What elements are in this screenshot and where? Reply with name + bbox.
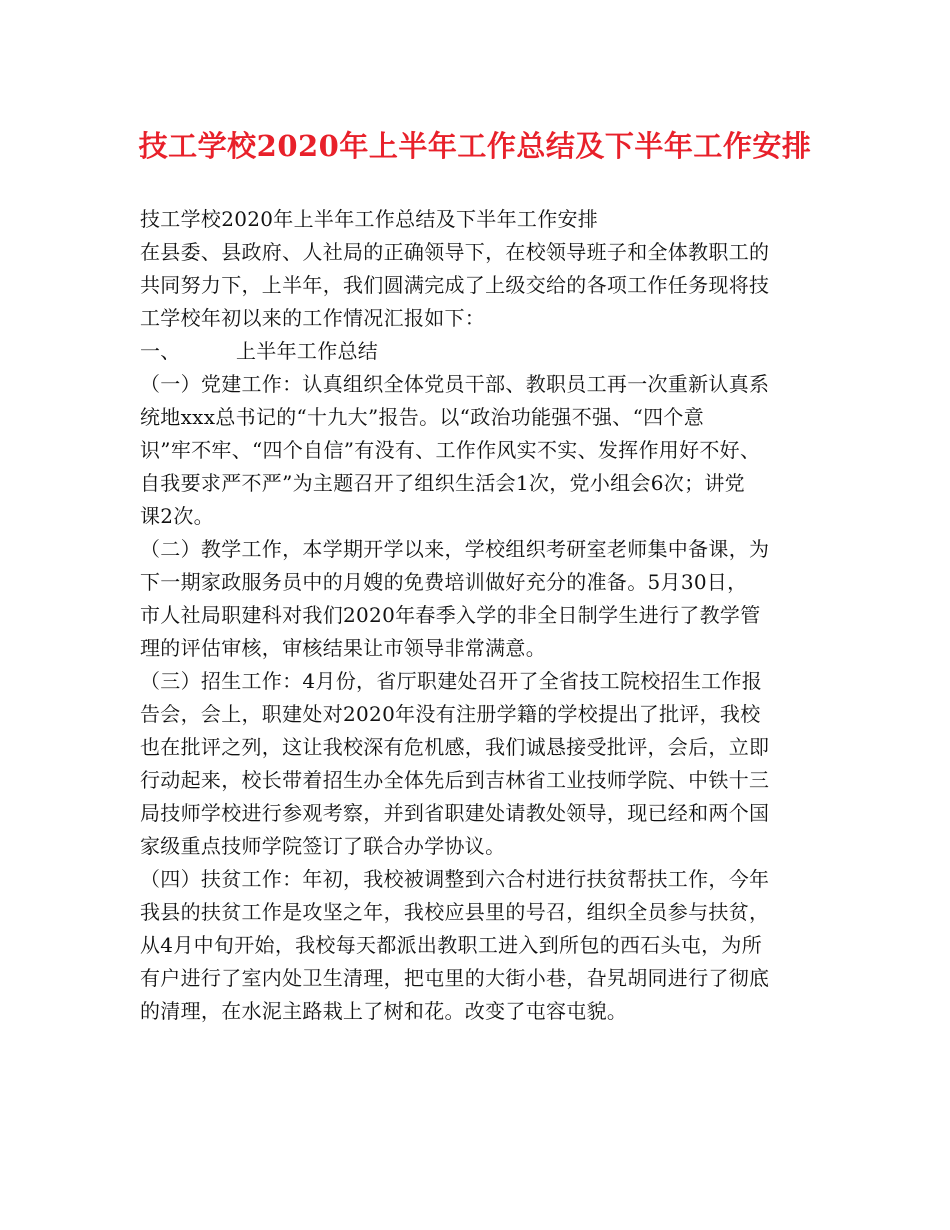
section-heading-text: 上半年工作总结 [236, 339, 379, 363]
body-line: （二）教学工作，本学期开学以来，学校组织考研室老师集中备课，为 [140, 537, 770, 561]
body-line: 有户进行了室内处卫生清理，把屯里的大街小巷，旮旯胡同进行了彻底 [140, 966, 770, 990]
document-title: 技工学校2020年上半年工作总结及下半年工作安排 [138, 129, 812, 163]
body-line: （一）党建工作：认真组织全体党员干部、教职员工再一次重新认真系 [140, 372, 770, 396]
body-line: 的清理，在水泥主路栽上了树和花。改变了屯容屯貌。 [140, 999, 628, 1023]
body-line: 共同努力下，上半年，我们圆满完成了上级交给的各项工作任务现将技 [140, 273, 770, 297]
body-line: 下一期家政服务员中的月嫂的免费培训做好充分的准备。5月30日， [140, 570, 748, 594]
section-heading [140, 335, 830, 368]
body-line: 我县的扶贫工作是攻坚之年，我校应县里的号召，组织全员参与扶贫， [140, 900, 770, 924]
body-line: 局技师学校进行参观考察，并到省职建处请教处领导，现已经和两个国 [140, 801, 770, 825]
body-line: 在县委、县政府、人社局的正确领导下，在校领导班子和全体教职工的 [140, 240, 770, 264]
body-line: 从4月中旬开始，我校每天都派出教职工进入到所包的西石头屯，为所 [140, 933, 763, 957]
section-number: 一、 [140, 339, 181, 363]
document-body [140, 203, 830, 1028]
body-line: （三）招生工作：4月份，省厅职建处召开了全省技工院校招生工作报 [140, 669, 763, 693]
body-line: （四）扶贫工作：年初，我校被调整到六合村进行扶贫帮扶工作，今年 [140, 867, 770, 891]
body-line: 告会，会上，职建处对2020年没有注册学籍的学校提出了批评，我校 [140, 702, 761, 726]
body-line: 行动起来，校长带着招生办全体先后到吉林省工业技师学院、中铁十三 [140, 768, 770, 792]
body-line: 市人社局职建科对我们2020年春季入学的非全日制学生进行了教学管 [140, 603, 761, 627]
body-line: 家级重点技师学院签订了联合办学协议。 [140, 834, 506, 858]
body-line: 也在批评之列，这让我校深有危机感，我们诚恳接受批评，会后，立即 [140, 735, 770, 759]
body-line: 技工学校2020年上半年工作总结及下半年工作安排 [140, 207, 599, 231]
body-line: 识”牢不牢、“四个自信”有没有、工作作风实不实、发挥作用好不好、 [140, 438, 761, 462]
body-line: 工学校年初以来的工作情况汇报如下： [140, 306, 486, 330]
body-line: 课2次。 [140, 504, 214, 528]
body-line: 自我要求严不严”为主题召开了组织生活会1次，党小组会6次；讲党 [140, 471, 745, 495]
body-line: 理的评估审核，审核结果让市领导非常满意。 [140, 636, 546, 660]
body-line: 统地xxx总书记的“十九大”报告。以“政治功能强不强、“四个意 [140, 405, 705, 429]
